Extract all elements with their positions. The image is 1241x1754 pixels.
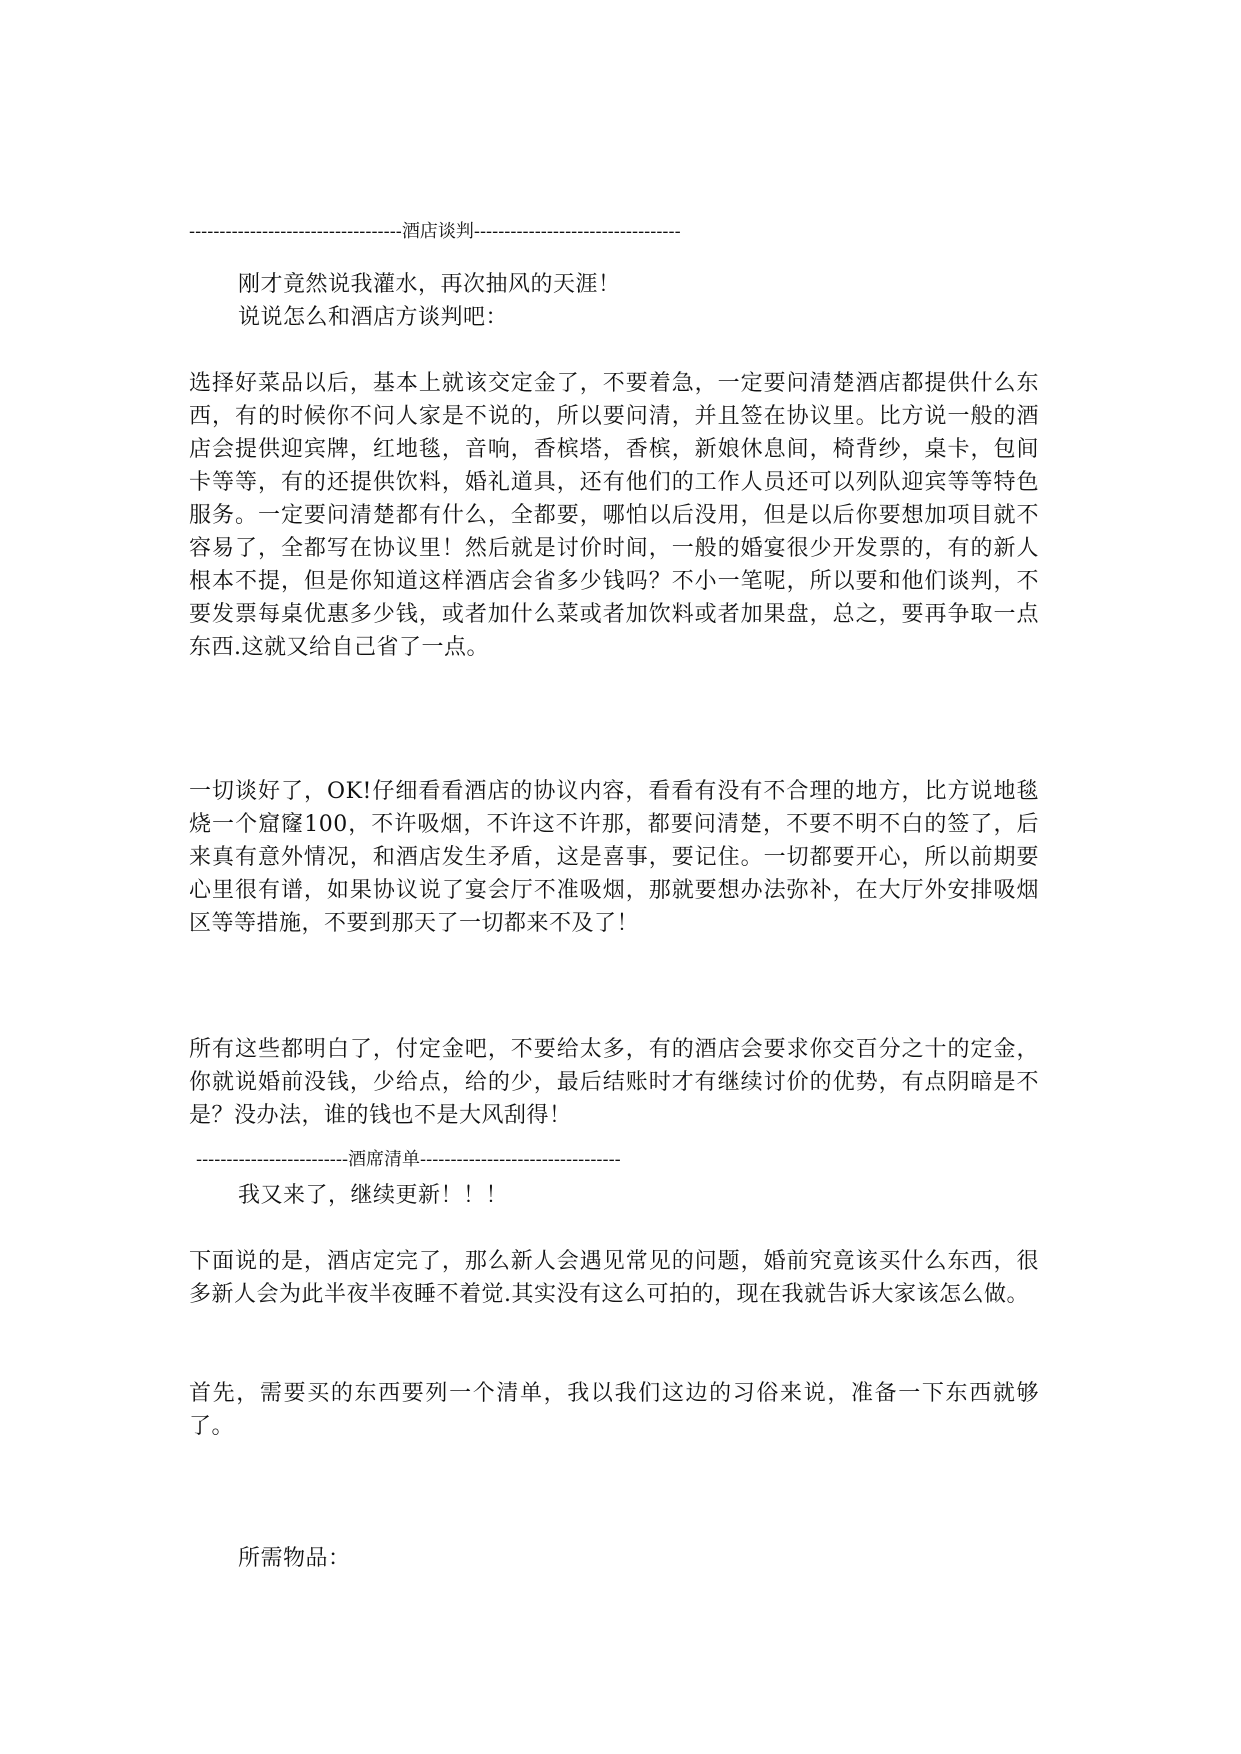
paragraph-what-to-buy: 下面说的是，酒店定完了，那么新人会遇见常见的问题，婚前究竟该买什么东西，很多新人会为此半夜半夜睡不着觉.其实没有这么可拍的，现在我就告诉大家该怎么做。: [189, 1249, 1039, 1307]
hotel-negotiation-separator: -----------------------------------酒店谈判----------------------------------: [189, 221, 681, 242]
intro-line-1: 刚才竟然说我灌水，再次抽风的天涯！: [238, 272, 621, 297]
paragraph-pay-deposit: 所有这些都明白了，付定金吧，不要给太多，有的酒店会要求你交百分之十的定金，你就说婚前没钱，少给点，给的少，最后结账时才有继续讨价的优势，有点阴暗是不是？没办法，谁的钱也不是大风刮得！: [189, 1037, 1039, 1128]
paragraph-agreement: 一切谈好了，OK!仔细看看酒店的协议内容，看看有没有不合理的地方，比方说地毯烧一个窟窿100，不许吸烟，不许这不许那，都要问清楚，不要不明不白的签了，后来真有意外情况，和酒店发生矛盾，这是喜事，要记住。一切都要开心，所以前期要心里很有谱，如果协议说了宴会厅不准吸烟，那就要想办法弥补，在大厅外安排吸烟区等等措施，不要到那天了一切都来不及了！: [189, 779, 1039, 936]
paragraph-deposit: 选择好菜品以后，基本上就该交定金了，不要着急，一定要问清楚酒店都提供什么东西，有的时候你不问人家是不说的，所以要问清，并且签在协议里。比方说一般的酒店会提供迎宾牌，红地毯，音响，香槟塔，香槟，新娘休息间，椅背纱，桌卡，包间卡等等，有的还提供饮料，婚礼道具，还有他们的工作人员还可以列队迎宾等等特色服务。一定要问清楚都有什么，全都要，哪怕以后没用，但是以后你要想加项目就不容易了，全都写在协议里！然后就是讨价时间，一般的婚宴很少开发票的，有的新人根本不提，但是你知道这样酒店会省多少钱吗？不小一笔呢，所以要和他们谈判，不要发票每桌优惠多少钱，或者加什么菜或者加饮料或者加果盘，总之，要再争取一点东西.这就又给自己省了一点。: [189, 371, 1039, 660]
update-line: 我又来了，继续更新！！！: [238, 1183, 509, 1208]
intro-line-2: 说说怎么和酒店方谈判吧：: [238, 305, 509, 330]
banquet-list-separator: -------------------------酒席清单---------------------------------: [196, 1149, 621, 1170]
items-heading: 所需物品：: [238, 1546, 351, 1571]
paragraph-shopping-list: 首先，需要买的东西要列一个清单，我以我们这边的习俗来说，准备一下东西就够了。: [189, 1381, 1039, 1439]
